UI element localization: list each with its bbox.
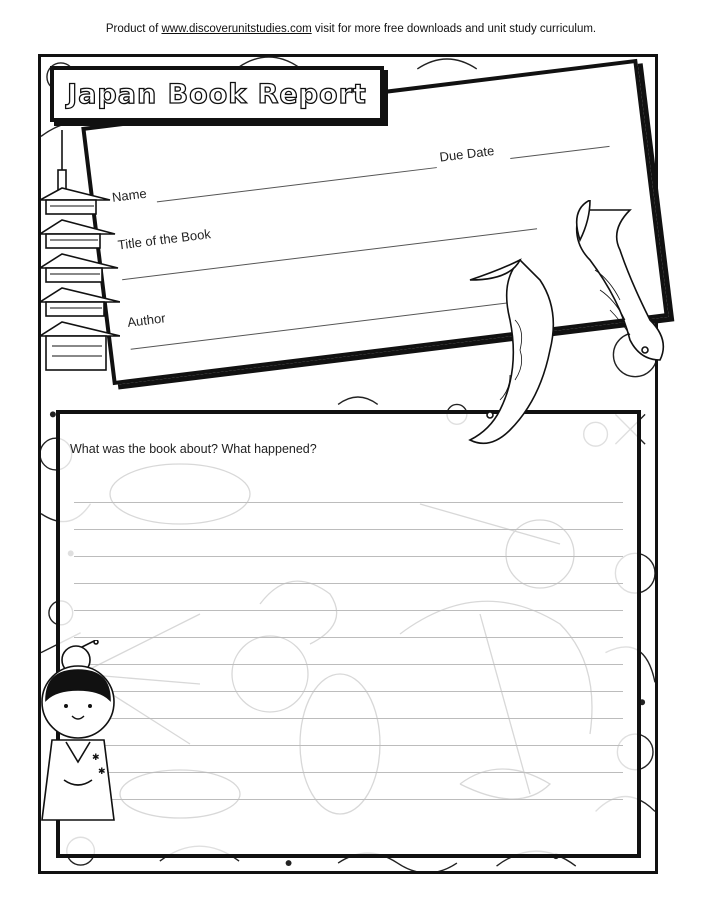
writing-line[interactable] xyxy=(74,556,623,557)
writing-line[interactable] xyxy=(74,664,623,665)
writing-line[interactable] xyxy=(74,529,623,530)
writing-line[interactable] xyxy=(74,637,623,638)
writing-line[interactable] xyxy=(74,772,623,773)
book-title-label: Title of the Book xyxy=(116,226,212,253)
kokeshi-doll-illustration xyxy=(36,640,128,830)
writing-line[interactable] xyxy=(74,799,623,800)
writing-line[interactable] xyxy=(74,691,623,692)
due-date-label: Due Date xyxy=(438,143,496,165)
summary-prompt: What was the book about? What happened? xyxy=(70,442,317,456)
koi-fish-illustration xyxy=(460,200,670,450)
due-date-line[interactable] xyxy=(510,146,609,159)
faint-background-illustrations xyxy=(60,414,637,854)
svg-text:✱: ✱ xyxy=(92,752,100,762)
title-banner xyxy=(50,66,384,122)
credit-suffix: visit for more free downloads and unit study curriculum. xyxy=(311,23,597,35)
summary-box xyxy=(56,410,641,858)
pagoda-illustration xyxy=(40,130,120,390)
website-link[interactable]: www.discoverunitstudies.com xyxy=(161,23,312,35)
writing-line[interactable] xyxy=(74,745,623,746)
writing-line[interactable] xyxy=(74,610,623,611)
credit-line xyxy=(0,23,702,35)
author-label: Author xyxy=(126,310,167,330)
credit-prefix: Product of xyxy=(105,23,162,35)
name-label: Name xyxy=(111,185,148,205)
writing-line[interactable] xyxy=(74,583,623,584)
report-title: Japan Book Report xyxy=(67,78,367,110)
svg-text:✱: ✱ xyxy=(98,766,106,776)
writing-line[interactable] xyxy=(74,718,623,719)
name-line[interactable] xyxy=(157,167,437,202)
writing-line[interactable] xyxy=(74,502,623,503)
